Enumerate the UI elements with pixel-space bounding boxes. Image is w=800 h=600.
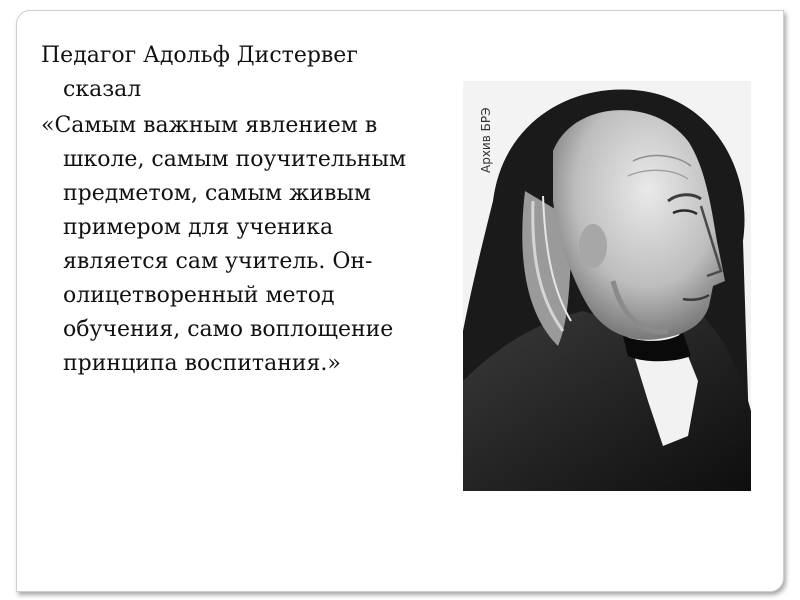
quote-text-block xyxy=(41,39,441,381)
slide-frame xyxy=(16,10,784,592)
quote-text: «Самым важным явлением в школе, самым поучительным предметом, самым живым примером для ученика является сам учитель. Он- олицетворенный метод обучения, само воплощение принципа воспитания.» xyxy=(41,113,407,376)
portrait-engraving-icon xyxy=(463,81,751,491)
intro-text: Педагог Адольф Дистервег сказал xyxy=(41,43,358,102)
portrait-image xyxy=(463,81,751,491)
archive-label xyxy=(469,93,493,173)
archive-label-text: Архив БРЭ xyxy=(479,107,493,173)
